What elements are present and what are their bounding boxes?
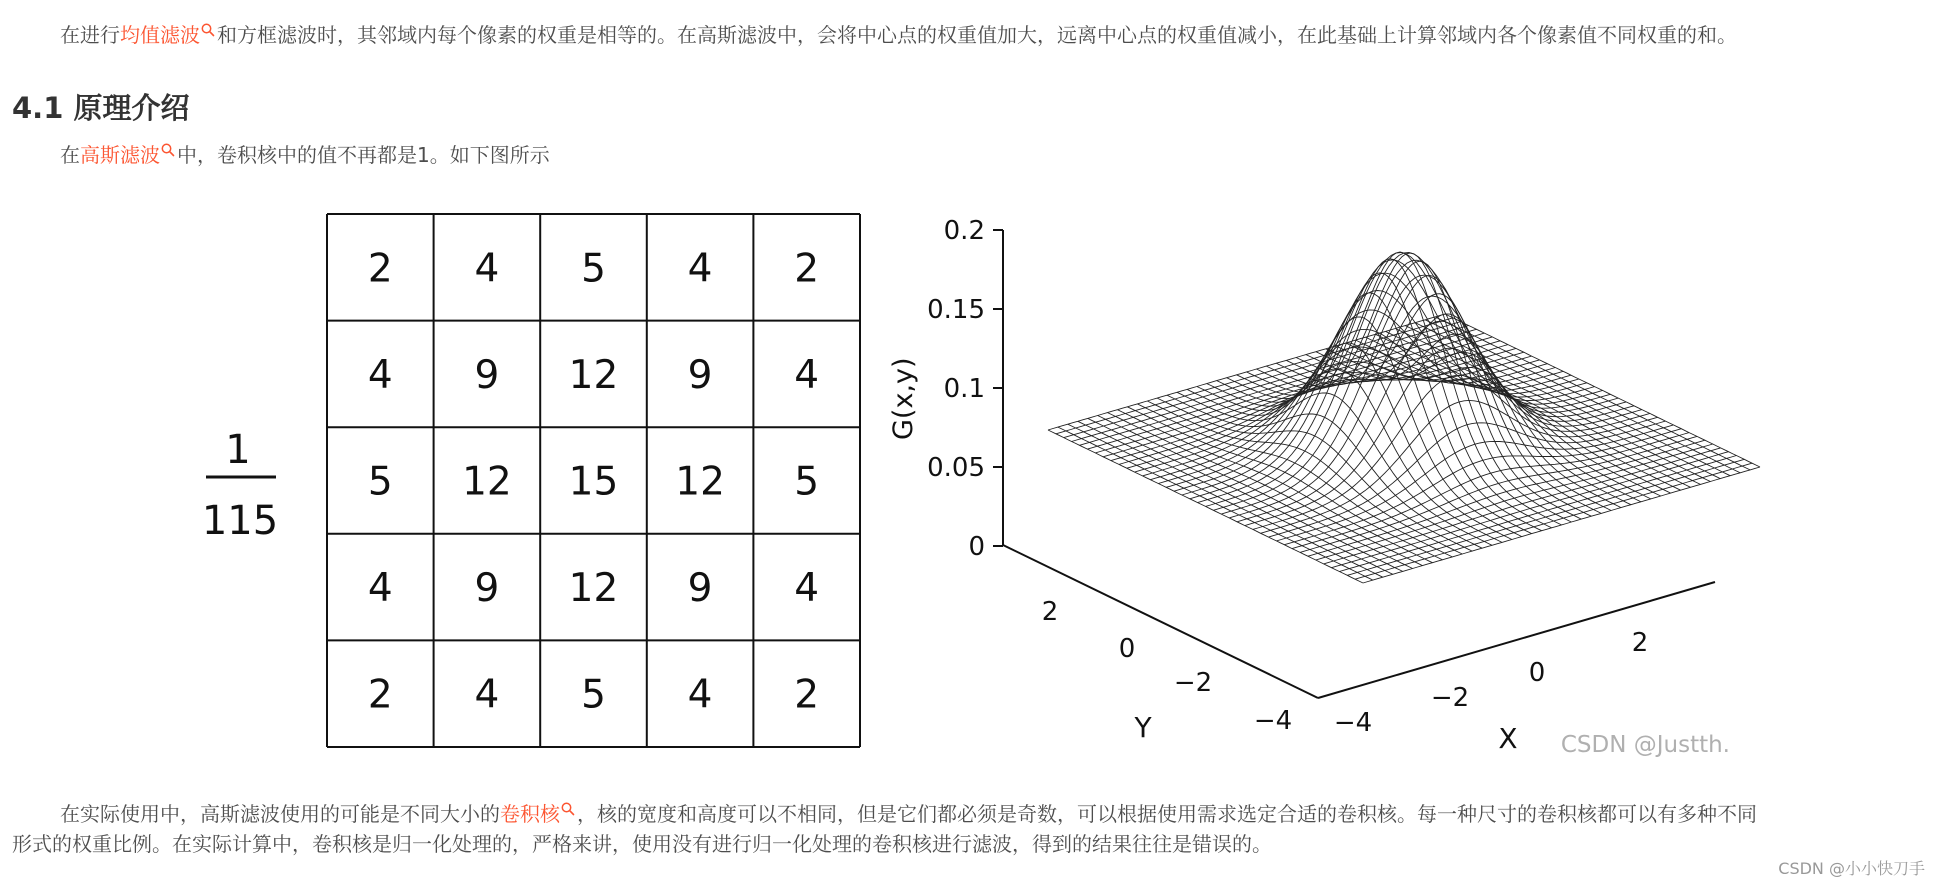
surface-mesh-line xyxy=(1336,346,1651,499)
kernel-cell: 4 xyxy=(687,672,713,718)
x-axis-line xyxy=(1318,582,1715,698)
kernel-cell: 4 xyxy=(474,246,500,292)
usage-text-after: ，核的宽度和高度可以不相同，但是它们都必须是奇数，可以根据使用需求选定合适的卷积核。每一种尺寸的卷积核都可以有多种不同 xyxy=(577,802,1757,826)
surface-mesh-line xyxy=(1395,329,1710,482)
surface-mesh-line xyxy=(1217,293,1532,534)
kernel-cell: 9 xyxy=(474,566,500,612)
search-icon[interactable] xyxy=(561,802,575,816)
surface-mesh-line xyxy=(1182,273,1579,495)
kernel-cell: 15 xyxy=(568,459,619,505)
kernel-cell: 12 xyxy=(568,352,619,398)
gaussian-surface-mesh xyxy=(1048,252,1760,583)
kernel-cell: 12 xyxy=(462,459,512,505)
kernel-cell: 4 xyxy=(367,566,393,612)
kernel-cell: 5 xyxy=(367,459,393,505)
y-tick-label: −4 xyxy=(1253,706,1293,736)
surface-mesh-line xyxy=(1435,317,1750,470)
kernel-cell: 9 xyxy=(687,566,713,612)
surface-mesh-line xyxy=(1276,425,1673,541)
surface-mesh-line xyxy=(1048,430,1363,583)
surface-mesh-line xyxy=(1174,291,1571,492)
section-heading: 4.1 原理介绍 xyxy=(12,91,190,125)
z-axis-ticks xyxy=(927,216,1003,562)
kernel-grid xyxy=(327,214,860,747)
y-tick-label: 2 xyxy=(1041,597,1059,627)
kernel-cell: 5 xyxy=(794,459,820,505)
figure-watermark: CSDN @Justth. xyxy=(1560,732,1730,758)
kernel-cell: 2 xyxy=(794,246,820,292)
surface-mesh-line xyxy=(1247,252,1562,525)
z-tick-label: 0.05 xyxy=(927,453,985,483)
x-axis-label: X xyxy=(1498,722,1518,755)
surface-mesh-line xyxy=(1058,427,1373,580)
kernel-cell: 2 xyxy=(794,672,820,718)
usage-paragraph-line2: 形式的权重比例。在实际计算中，卷积核是归一化处理的，严格来讲，使用没有进行归一化处理的卷积核进行滤波，得到的结果往往是错误的。 xyxy=(12,832,1272,856)
surface-mesh-line xyxy=(1088,418,1403,571)
intro-text-after: 和方框滤波时，其邻域内每个像素的权重是相等的。在高斯滤波中，会将中心点的权重值加大，远离中心点的权重值减小，在此基础上计算邻域内各个像素值不同权重的和。 xyxy=(217,23,1737,47)
kernel-cell: 5 xyxy=(581,246,606,292)
z-axis-label: G(x,y) xyxy=(888,357,919,440)
mean-filter-link[interactable]: 均值滤波 xyxy=(120,23,200,47)
intro-text-before: 在进行 xyxy=(60,23,120,47)
kernel-cell: 4 xyxy=(367,352,393,398)
x-tick-label: −2 xyxy=(1430,683,1470,713)
y-tick-label: 0 xyxy=(1118,634,1136,664)
kernel-cell: 4 xyxy=(687,246,713,292)
surface-mesh-line xyxy=(1098,416,1413,569)
surface-mesh-line xyxy=(1269,421,1666,537)
kernel-cell: 4 xyxy=(474,672,500,718)
page-watermark: CSDN @小小快刀手 xyxy=(1778,859,1925,878)
kernel-cell: 9 xyxy=(474,352,500,398)
kernel-cell: 12 xyxy=(568,566,619,612)
kernel-cell: 12 xyxy=(675,459,725,505)
kernel-cell: 4 xyxy=(794,566,820,612)
usage-paragraph-line1 xyxy=(60,799,1757,829)
gaussian-filter-link[interactable]: 高斯滤波 xyxy=(80,143,160,167)
z-tick-label: 0.1 xyxy=(943,374,985,404)
surface-mesh-line xyxy=(1261,400,1658,533)
fraction-denominator: 115 xyxy=(201,498,279,544)
kernel-cell: 4 xyxy=(794,352,820,398)
kernel-link[interactable]: 卷积核 xyxy=(500,802,560,826)
kernel-cell: 9 xyxy=(687,352,713,398)
fraction-numerator: 1 xyxy=(225,427,251,473)
normalization-fraction xyxy=(202,427,278,544)
surface-mesh-line xyxy=(1405,326,1720,479)
x-tick-label: 2 xyxy=(1631,628,1649,658)
z-tick-label: 0.2 xyxy=(943,216,985,246)
surface-mesh-line xyxy=(1158,329,1555,483)
kernel-cell: 2 xyxy=(367,672,393,718)
kernel-cell: 5 xyxy=(581,672,606,718)
y-tick-label: −2 xyxy=(1173,668,1213,698)
surface-mesh-line xyxy=(1356,340,1671,493)
z-tick-label: 0.15 xyxy=(927,295,985,325)
y-axis-label: Y xyxy=(1134,711,1152,744)
x-tick-label: 0 xyxy=(1528,658,1546,688)
z-tick-label: 0 xyxy=(968,532,985,562)
surface-mesh-line xyxy=(1068,424,1383,577)
surface-mesh-line xyxy=(1415,323,1730,476)
x-tick-label: −4 xyxy=(1333,708,1373,738)
kernel-cell: 2 xyxy=(367,246,393,292)
gaussian-text-before: 在 xyxy=(60,143,80,167)
usage-text-before: 在实际使用中，高斯滤波使用的可能是不同大小的 xyxy=(60,802,500,826)
gaussian-surface-plot xyxy=(888,216,1760,758)
surface-mesh-line xyxy=(1425,320,1740,473)
gaussian-text-after: 中，卷积核中的值不再都是1。如下图所示 xyxy=(177,143,550,167)
x-axis-ticks xyxy=(1334,628,1648,738)
